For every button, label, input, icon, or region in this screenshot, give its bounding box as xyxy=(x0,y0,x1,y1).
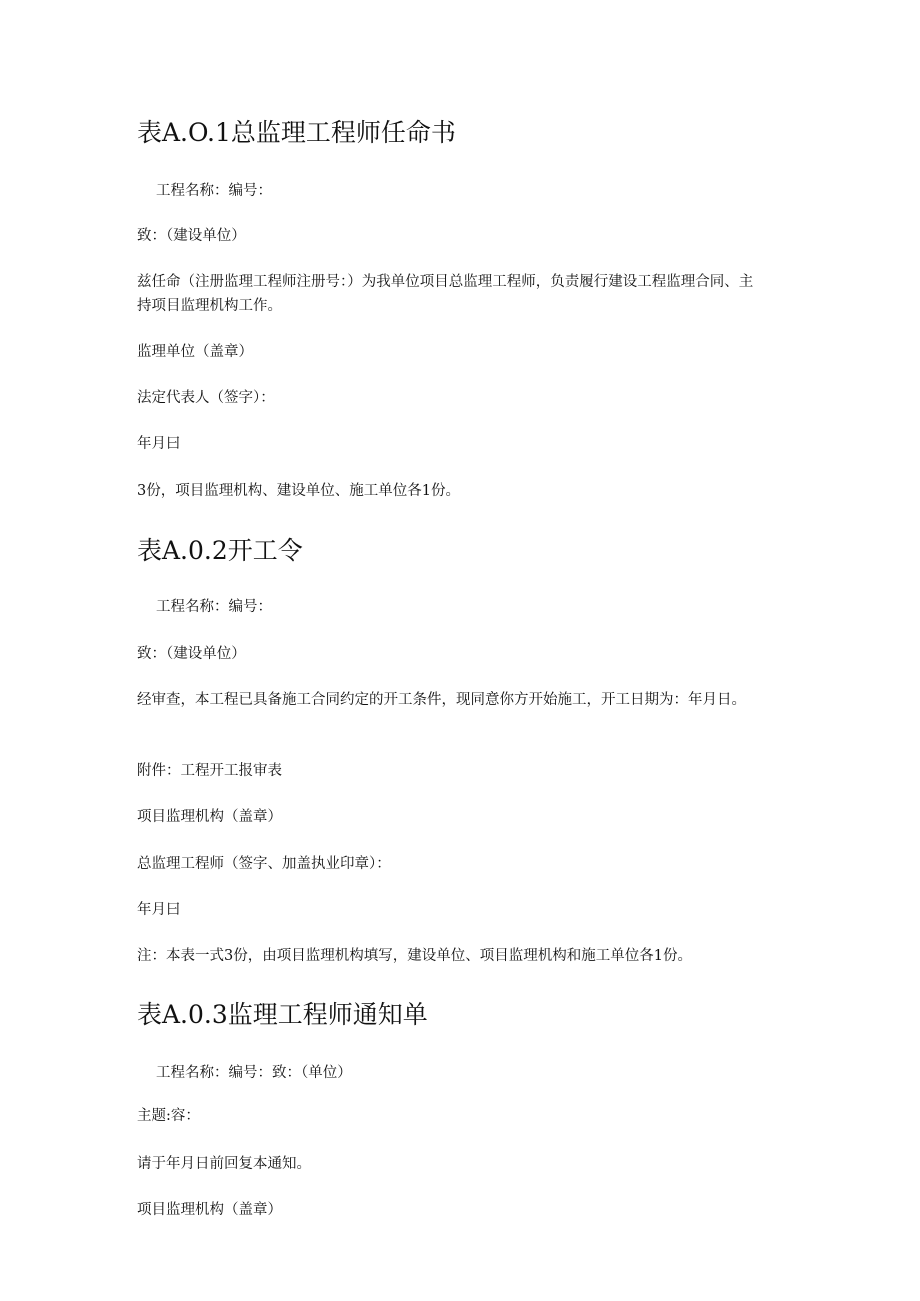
section-title-a02: 表A.0.2开工令 xyxy=(137,536,303,565)
reply-deadline-line: 请于年月日前回复本通知。 xyxy=(137,1156,311,1172)
start-order-text: 经审查，本工程已具备施工合同约定的开工条件，现同意你方开始施工，开工日期为：年月日。 xyxy=(137,692,746,708)
attachment-line: 附件：工程开工报审表 xyxy=(137,763,282,779)
copies-note: 3份，项目监理机构、建设单位、施工单位各1份。 xyxy=(137,483,460,499)
supervisor-unit-seal: 监理单位（盖章） xyxy=(137,344,253,360)
appointment-text: 兹任命（注册监理工程师注册号：）为我单位项目总监理工程师，负责履行建设工程监理合同、主持项目监理机构工作。 xyxy=(137,274,754,314)
project-name-line: 工程名称：编号： xyxy=(156,183,272,199)
recipient-line: 致：（建设单位） xyxy=(137,228,246,244)
supervision-org-seal: 项目监理机构（盖章） xyxy=(137,1202,282,1218)
section-title-a01: 表A.O.1总监理工程师任命书 xyxy=(137,118,456,147)
subject-line: 主题:容： xyxy=(137,1108,200,1124)
project-name-line: 工程名称：编号：致：（单位） xyxy=(156,1065,352,1081)
copies-note: 注：本表一式3份，由项目监理机构填写，建设单位、项目监理机构和施工单位各1份。 xyxy=(137,948,692,964)
chief-engineer-signature: 总监理工程师（签字、加盖执业印章）： xyxy=(137,856,391,872)
project-name-line: 工程名称：编号： xyxy=(156,599,272,615)
date-line: 年月曰 xyxy=(137,902,181,918)
date-line: 年月曰 xyxy=(137,436,181,452)
recipient-line: 致：（建设单位） xyxy=(137,646,246,662)
supervision-org-seal: 项目监理机构（盖章） xyxy=(137,809,282,825)
legal-representative-signature: 法定代表人（签字）： xyxy=(137,390,275,406)
section-title-a03: 表A.0.3监理工程师通知单 xyxy=(137,1000,428,1029)
